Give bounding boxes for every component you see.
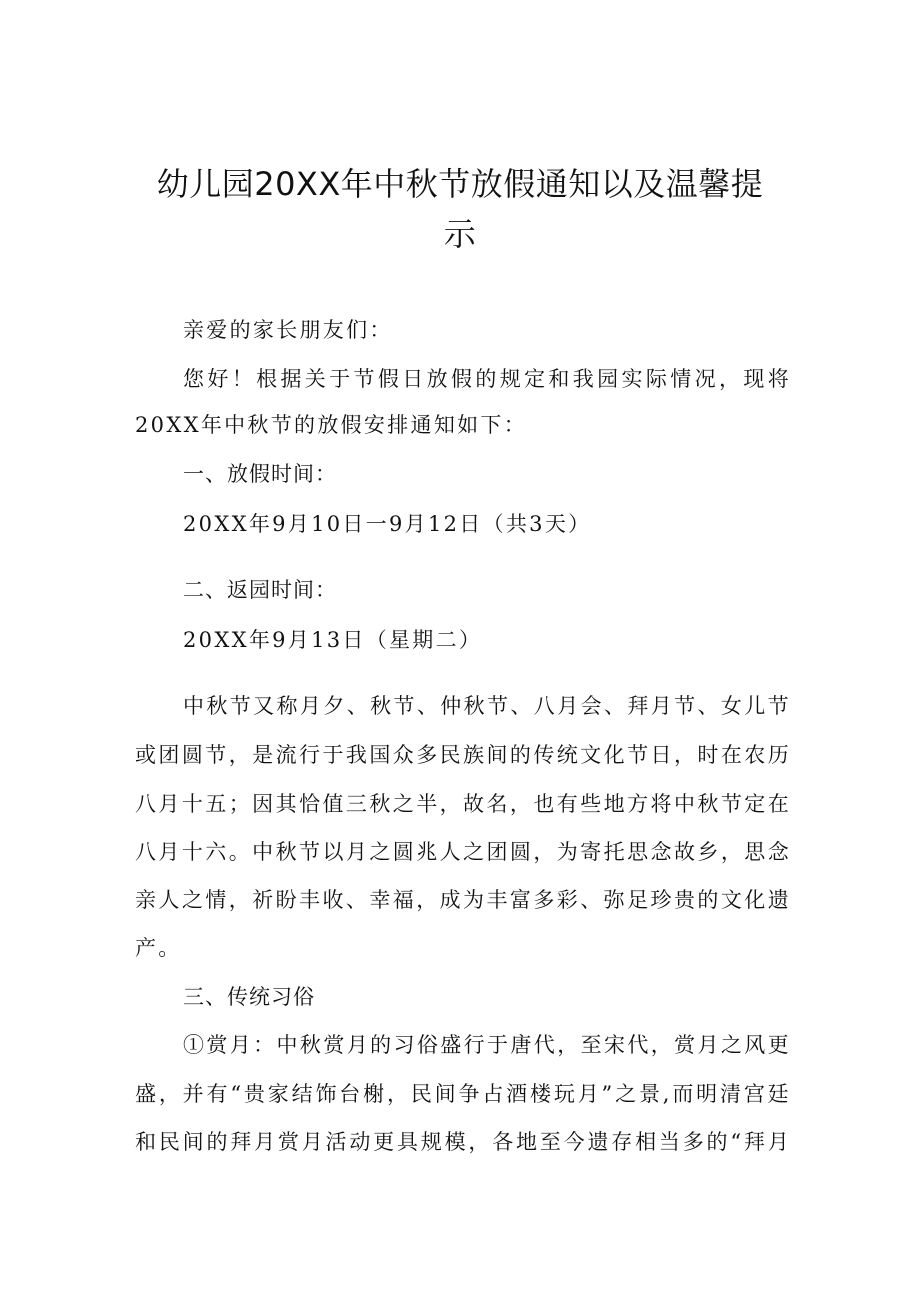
festival-paragraph-line: 或团圆节，是流行于我国众多民族间的传统文化节日，时在农历 (135, 743, 791, 767)
custom-paragraph-line: 盛，并有“贵家结饰台榭，民间争占酒楼玩月”之景,而明清宫廷 (135, 1082, 791, 1106)
greeting: 亲爱的家长朋友们： (183, 318, 393, 342)
festival-paragraph-line: 中秋节又称月夕、秋节、仲秋节、八月会、拜月节、女儿节 (183, 694, 791, 718)
return-date: 20XX年9月13日（星期二） (183, 628, 483, 652)
section-heading-holiday-time: 一、放假时间： (183, 462, 337, 486)
section-heading-traditional-customs: 三、传统习俗 (183, 985, 315, 1009)
holiday-dates: 20XX年9月10日一9月12日（共3天） (183, 512, 592, 536)
intro-paragraph-line: 20XX年中秋节的放假安排通知如下： (135, 413, 528, 437)
document-title: 幼儿园20XX年中秋节放假通知以及温馨提 (156, 165, 764, 203)
custom-paragraph-line: ①赏月：中秋赏月的习俗盛行于唐代，至宋代，赏月之风更 (183, 1033, 791, 1057)
festival-paragraph-line: 亲人之情，祈盼丰收、幸福，成为丰富多彩、弥足珍贵的文化遗 (135, 888, 791, 912)
intro-paragraph-line: 您好！根据关于节假日放假的规定和我园实际情况，现将 (183, 367, 791, 391)
section-heading-return-time: 二、返园时间： (183, 578, 337, 602)
custom-paragraph-line: 和民间的拜月赏月活动更具规模，各地至今遗存相当多的“拜月 (135, 1130, 791, 1154)
document-title-continued: 示 (443, 215, 477, 253)
festival-paragraph-line: 八月十六。中秋节以月之圆兆人之团圆，为寄托思念故乡，思念 (135, 840, 791, 864)
festival-paragraph-line: 八月十五；因其恰值三秋之半，故名，也有些地方将中秋节定在 (135, 792, 791, 816)
festival-paragraph-line: 产。 (135, 936, 182, 960)
